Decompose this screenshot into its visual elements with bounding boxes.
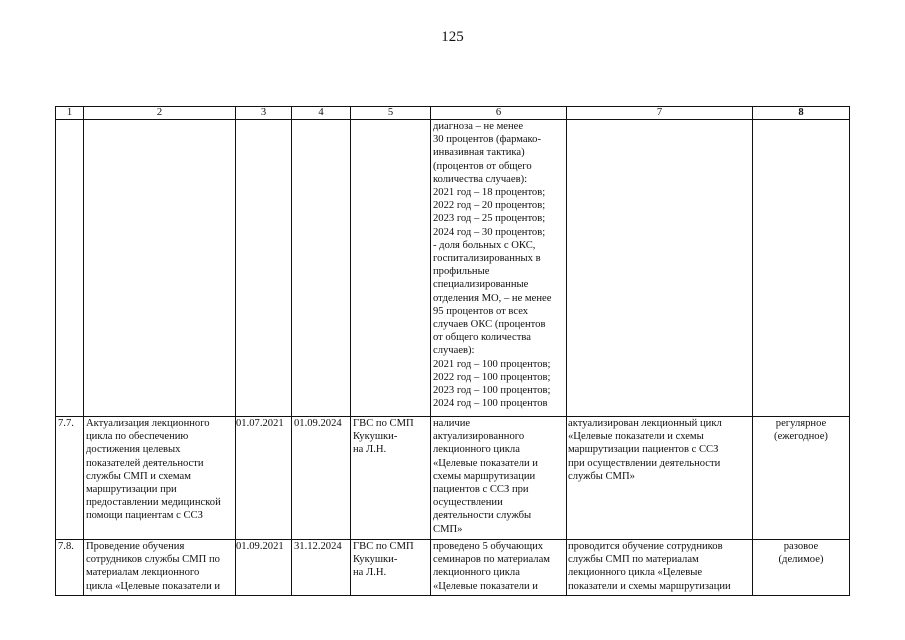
- cell-text-line: материалам лекционного: [86, 567, 200, 579]
- cell-text-line: маршрутизации при: [86, 484, 177, 496]
- cell-text-line: показателей деятельности: [86, 457, 204, 469]
- measure-name-cell: [84, 540, 236, 596]
- cell-text-line: 2023 год – 100 процентов;: [433, 385, 551, 397]
- header-cell: 6: [431, 107, 567, 120]
- cell-text-line: схемы маршрутизации: [433, 470, 536, 482]
- cell-text-line: актуализирован лекционный цикл: [568, 418, 722, 429]
- cell-text-line: Актуализация лекционного: [86, 418, 210, 429]
- cell-text-line: Проведение обучения: [86, 541, 185, 552]
- cell-text-line: от общего количества: [433, 332, 531, 344]
- cell-text-line: показатели и схемы маршрутизации: [568, 580, 731, 592]
- start-date: 01.09.2021: [236, 540, 292, 596]
- type-cell: [753, 540, 850, 596]
- cell-text-line: случаев ОКС (процентов: [433, 319, 546, 331]
- cell-text-line: Кукушки-: [353, 431, 398, 443]
- table-row: [56, 417, 850, 540]
- cell-text-line: количества случаев):: [433, 173, 528, 185]
- responsible-cell: [351, 417, 431, 540]
- cell-text-line: помощи пациентам с ССЗ: [86, 510, 203, 522]
- indicator-cell: [431, 540, 567, 596]
- result-cell: [567, 540, 753, 596]
- cell-text-line: отделения МО, – не менее: [433, 292, 552, 304]
- cell-text-line: специализированные: [433, 279, 529, 291]
- cell-text-line: (делимое): [778, 554, 824, 566]
- header-cell: 3: [236, 107, 292, 120]
- cell-text-line: цикла «Целевые показатели и: [86, 580, 221, 592]
- cell-text-line: Кукушки-: [353, 554, 398, 566]
- cell-text-line: актуализированного: [433, 431, 525, 443]
- cell-text-line: деятельности службы: [433, 510, 532, 522]
- header-cell: 2: [84, 107, 236, 120]
- cell-text-line: 2024 год – 30 процентов;: [433, 226, 546, 238]
- cell-text-line: «Целевые показатели и схемы: [568, 431, 704, 443]
- cell-text-line: 2021 год – 18 процентов;: [433, 187, 546, 199]
- cell-text-line: при осуществлении деятельности: [568, 457, 721, 469]
- type-cell: [753, 417, 850, 540]
- cell-text-line: лекционного цикла «Целевые: [568, 567, 703, 579]
- responsible-cell: [351, 540, 431, 596]
- continuation-row: [56, 120, 850, 417]
- header-cell: 7: [567, 107, 753, 120]
- start-date: 01.07.2021: [236, 417, 292, 540]
- cell-text-line: разовое: [783, 541, 819, 552]
- cell-text-line: проводится обучение сотрудников: [568, 541, 723, 552]
- cell-text-line: «Целевые показатели и: [433, 457, 538, 469]
- header-row: [56, 107, 850, 120]
- cell-text-line: пациентов с ССЗ при: [433, 484, 529, 496]
- cell-text-line: наличие: [433, 418, 471, 429]
- header-cell: 8: [753, 107, 850, 120]
- cell-text-line: сотрудников службы СМП по: [86, 554, 220, 566]
- cell-text-line: ГВС по СМП: [353, 541, 414, 552]
- row-number: 7.8.: [56, 540, 84, 596]
- measures-table: [55, 106, 850, 596]
- cell-text-line: СМП»: [433, 523, 463, 535]
- row-number: 7.7.: [56, 417, 84, 540]
- result-cell: [567, 417, 753, 540]
- cell-text-line: лекционного цикла: [433, 444, 520, 456]
- cell-text-line: ГВС по СМП: [353, 418, 414, 429]
- cell-text-line: семинаров по материалам: [433, 554, 550, 566]
- page-number: 125: [441, 29, 464, 45]
- cell-text-line: 2021 год – 100 процентов;: [433, 358, 551, 370]
- cell-text-line: службы СМП»: [568, 470, 635, 482]
- cell-text-line: «Целевые показатели и: [433, 580, 538, 592]
- header-cell: 1: [56, 107, 84, 120]
- end-date: 01.09.2024: [292, 417, 351, 540]
- cell-text-line: случаев):: [433, 345, 475, 357]
- cell-text-line: госпитализированных в: [433, 253, 541, 265]
- cell-text-line: 2022 год – 100 процентов;: [433, 371, 551, 383]
- cell-text-line: регулярное: [775, 418, 827, 429]
- end-date: 31.12.2024: [292, 540, 351, 596]
- indicator-cell: [431, 417, 567, 540]
- cell-text-line: предоставлении медицинской: [86, 497, 221, 509]
- indicator-cell: [431, 120, 567, 417]
- cell-text-line: инвазивная тактика): [433, 147, 525, 159]
- cell-text-line: 2024 год – 100 процентов: [433, 398, 548, 410]
- cell-text-line: службы СМП по материалам: [568, 554, 699, 566]
- cell-text-line: осуществлении: [433, 497, 503, 509]
- cell-text-line: на Л.Н.: [353, 567, 387, 579]
- cell-text-line: диагноза – не менее: [433, 121, 524, 132]
- header-cell: 4: [292, 107, 351, 120]
- cell-text-line: (ежегодное): [774, 431, 828, 443]
- cell-text-line: - доля больных с ОКС,: [433, 239, 536, 251]
- cell-text-line: маршрутизации пациентов с ССЗ: [568, 444, 719, 456]
- cell-text-line: 95 процентов от всех: [433, 305, 529, 317]
- table-row: [56, 540, 850, 596]
- header-cell: 5: [351, 107, 431, 120]
- cell-text-line: достижения целевых: [86, 444, 181, 456]
- cell-text-line: профильные: [433, 266, 490, 278]
- cell-text-line: проведено 5 обучающих: [433, 541, 544, 552]
- cell-text-line: на Л.Н.: [353, 444, 387, 456]
- cell-text-line: лекционного цикла: [433, 567, 520, 579]
- cell-text-line: службы СМП и схемам: [86, 470, 191, 482]
- cell-text-line: цикла по обеспечению: [86, 431, 189, 443]
- cell-text-line: 2022 год – 20 процентов;: [433, 200, 546, 212]
- cell-text-line: (процентов от общего: [433, 160, 532, 172]
- cell-text-line: 2023 год – 25 процентов;: [433, 213, 546, 225]
- cell-text-line: 30 процентов (фармако-: [433, 134, 541, 146]
- measure-name-cell: [84, 417, 236, 540]
